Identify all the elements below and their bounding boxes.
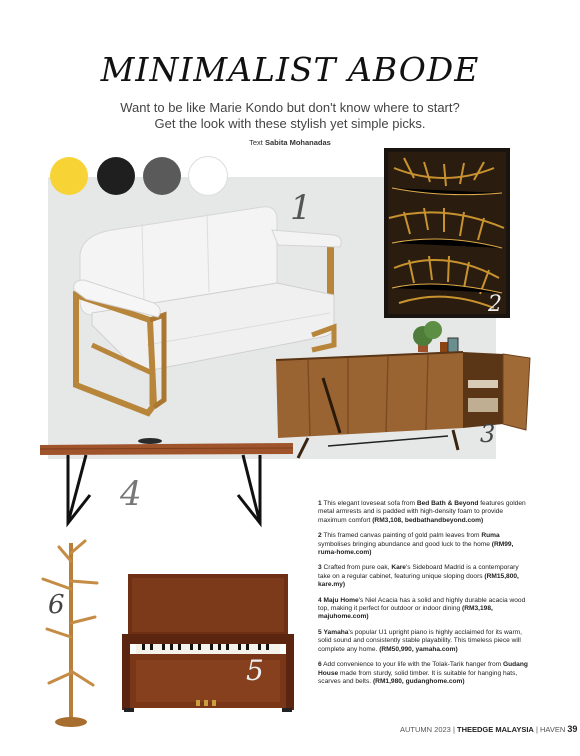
color-swatch-white	[189, 157, 227, 195]
product-description-6: 6 Add convenience to your life with the Tolak-Tarik hanger from Gudang House made from sturdy, solid timber. It is suitable for hanging hats, scarves and belts. (RM1,980, gudanghome.com)	[318, 661, 528, 685]
subtitle-line-2: Get the look with these stylish yet simple picks.	[154, 116, 426, 131]
color-swatch-yellow	[50, 157, 88, 195]
footer-publication-edge: EDGE	[472, 725, 494, 734]
byline-label: Text	[249, 138, 263, 147]
yamaha-upright-piano-image	[122, 570, 294, 715]
product-description-3: 3 Crafted from pure oak, Kare's Sideboard Madrid is a contemporary take on a regular cabinet, featuring unique sloping doors (RM15,800, kare.my)	[318, 564, 519, 589]
acacia-dining-table-image	[38, 435, 298, 530]
product-description-4: 4 Maju Home's Niel Acacia has a solid and highly durable acacia wood top, making it perfect for outdoor or indoor dining (RM3,198, majuhome.com)	[318, 596, 526, 621]
page-number: 39	[567, 724, 578, 734]
item-number-1: 1	[290, 188, 312, 228]
product-descriptions	[318, 500, 532, 693]
byline	[0, 138, 580, 147]
footer-separator-2: |	[535, 725, 538, 734]
product-description-2: 2 This framed canvas painting of gold palm leaves from Ruma symbolises bringing abundance and good luck to the home (RM99, ruma-home.com)	[318, 532, 514, 557]
oak-sideboard-image	[268, 318, 538, 463]
footer-separator: |	[452, 725, 455, 734]
page-subtitle	[60, 100, 520, 132]
page-title: MINIMALIST ABODE	[100, 50, 480, 89]
item-number-2: 2	[488, 292, 502, 317]
footer-section: HAVEN	[539, 725, 566, 734]
color-swatch-black	[97, 157, 135, 195]
byline-author: Sabita Mohanadas	[265, 138, 331, 147]
subtitle-line-1: Want to be like Marie Kondo but don't know where to start?	[120, 100, 460, 115]
footer-season: AUTUMN 2023	[400, 725, 451, 734]
color-swatch-grey	[143, 157, 181, 195]
footer-publication-the: THE	[457, 725, 472, 734]
item-number-6: 6	[48, 590, 65, 620]
item-number-5: 5	[246, 654, 264, 687]
product-description-5: 5 Yamaha's popular U1 upright piano is highly acclaimed for its warm, solid sound and consistently stable playability. This timeless piece will complete any home. (RM50,990, yamaha.com)	[318, 628, 522, 653]
tolak-tarik-hanger-image	[35, 533, 105, 733]
page-footer	[400, 724, 578, 734]
item-number-4: 4	[120, 474, 142, 514]
item-number-3: 3	[480, 420, 496, 448]
product-description-1: 1 This elegant loveseat sofa from Bed Bath & Beyond features golden metal armrests and is padded with high-density foam to provide maximum comfort (RM3,108, bedbathandbeyond.com)	[318, 500, 526, 524]
footer-publication-country: MALAYSIA	[495, 725, 534, 734]
